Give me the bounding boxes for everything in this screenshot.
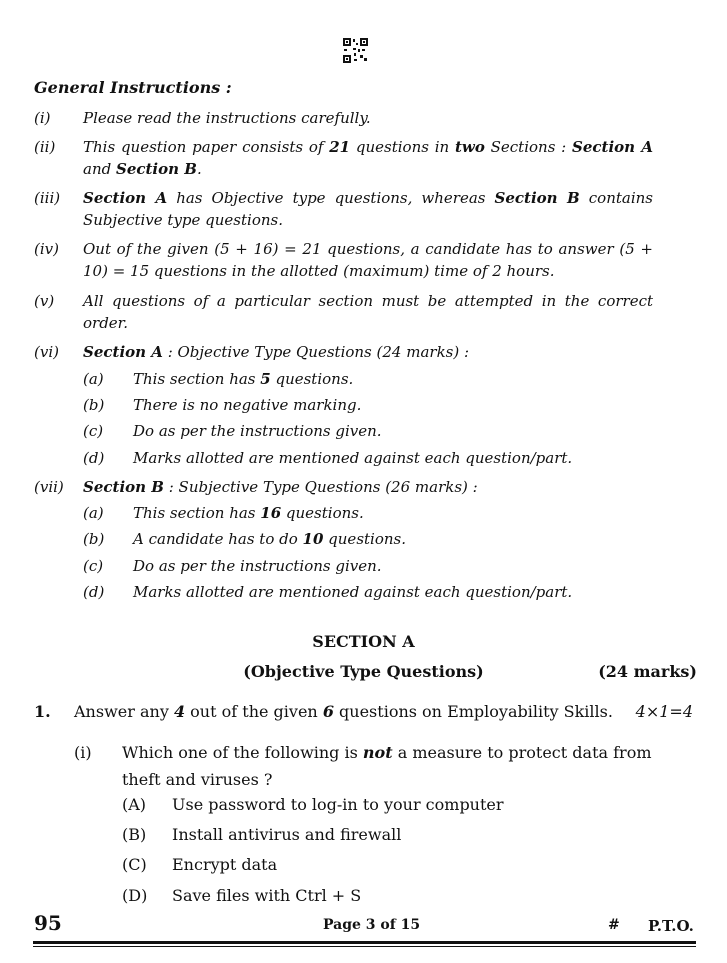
question-marks: 4×1=4 — [635, 702, 693, 721]
section-marks: (24 marks) — [598, 662, 697, 681]
pto-label: P.T.O. — [648, 917, 694, 935]
question-number: 1. — [34, 702, 51, 721]
option-a: (A) Use password to log-in to your computer — [122, 795, 504, 814]
sub-instruction-label: (c) — [83, 422, 104, 440]
sub-instruction-label: (a) — [83, 370, 104, 388]
instruction-text: Out of the given (5 + 16) = 21 questions, a candidate has to answer (5 + 10) = 15 questions in the allotted (maximum) time of 2 hours. — [83, 240, 653, 280]
sub-question-text-line2: theft and viruses ? — [122, 770, 273, 789]
sub-instruction-text: Marks allotted are mentioned against each question/part. — [133, 449, 573, 467]
instruction-text: Please read the instructions carefully. — [83, 109, 371, 127]
section-heading: SECTION A — [312, 632, 415, 651]
sub-instruction-label: (b) — [83, 396, 105, 414]
instruction-number: (ii) — [34, 138, 56, 156]
instruction-number: (vii) — [34, 478, 64, 496]
sub-instruction-text: This section has 16 questions. — [133, 504, 364, 522]
sub-instruction-label: (a) — [83, 504, 104, 522]
question-text: Answer any 4 out of the given 6 questions on Employability Skills. — [74, 702, 613, 721]
instruction-number: (iv) — [34, 240, 59, 258]
qr-code-icon — [342, 37, 369, 64]
instruction-text: Section B : Subjective Type Questions (26 marks) : — [83, 478, 478, 496]
instruction-text: Section A has Objective type questions, whereas Section B contains Subjective type questions. — [83, 189, 653, 229]
instruction-text: Section A : Objective Type Questions (24 marks) : — [83, 343, 470, 361]
sub-instruction-label: (d) — [83, 583, 105, 601]
sub-question-number: (i) — [74, 743, 92, 762]
sub-instruction-text: A candidate has to do 10 questions. — [133, 530, 406, 548]
sub-instruction-text: There is no negative marking. — [133, 396, 362, 414]
sub-instruction-label: (b) — [83, 530, 105, 548]
sub-instruction-label: (d) — [83, 449, 105, 467]
instruction-number: (i) — [34, 109, 51, 127]
sub-instruction-text: Marks allotted are mentioned against each question/part. — [133, 583, 573, 601]
instruction-text: This question paper consists of 21 questions in two Sections : Section A and Section B. — [83, 138, 653, 178]
hash-mark: # — [608, 917, 620, 933]
option-b: (B) Install antivirus and firewall — [122, 825, 402, 844]
paper-code: 95 — [34, 911, 62, 935]
sub-instruction-text: This section has 5 questions. — [133, 370, 354, 388]
instruction-number: (v) — [34, 292, 55, 310]
instruction-text: All questions of a particular section must be attempted in the correct order. — [83, 292, 653, 332]
footer-rule-thin — [33, 946, 696, 947]
instruction-number: (iii) — [34, 189, 61, 207]
option-c: (C) Encrypt data — [122, 855, 278, 874]
sub-instruction-text: Do as per the instructions given. — [133, 422, 382, 440]
footer-rule — [33, 941, 696, 944]
sub-question-text: Which one of the following is not a measure to protect data from — [122, 743, 652, 762]
page-number: Page 3 of 15 — [323, 917, 421, 933]
sub-instruction-label: (c) — [83, 557, 104, 575]
general-instructions-title: General Instructions : — [34, 78, 232, 97]
instruction-number: (vi) — [34, 343, 59, 361]
section-subtitle: (Objective Type Questions) — [243, 662, 484, 681]
option-d: (D) Save files with Ctrl + S — [122, 886, 362, 905]
sub-instruction-text: Do as per the instructions given. — [133, 557, 382, 575]
